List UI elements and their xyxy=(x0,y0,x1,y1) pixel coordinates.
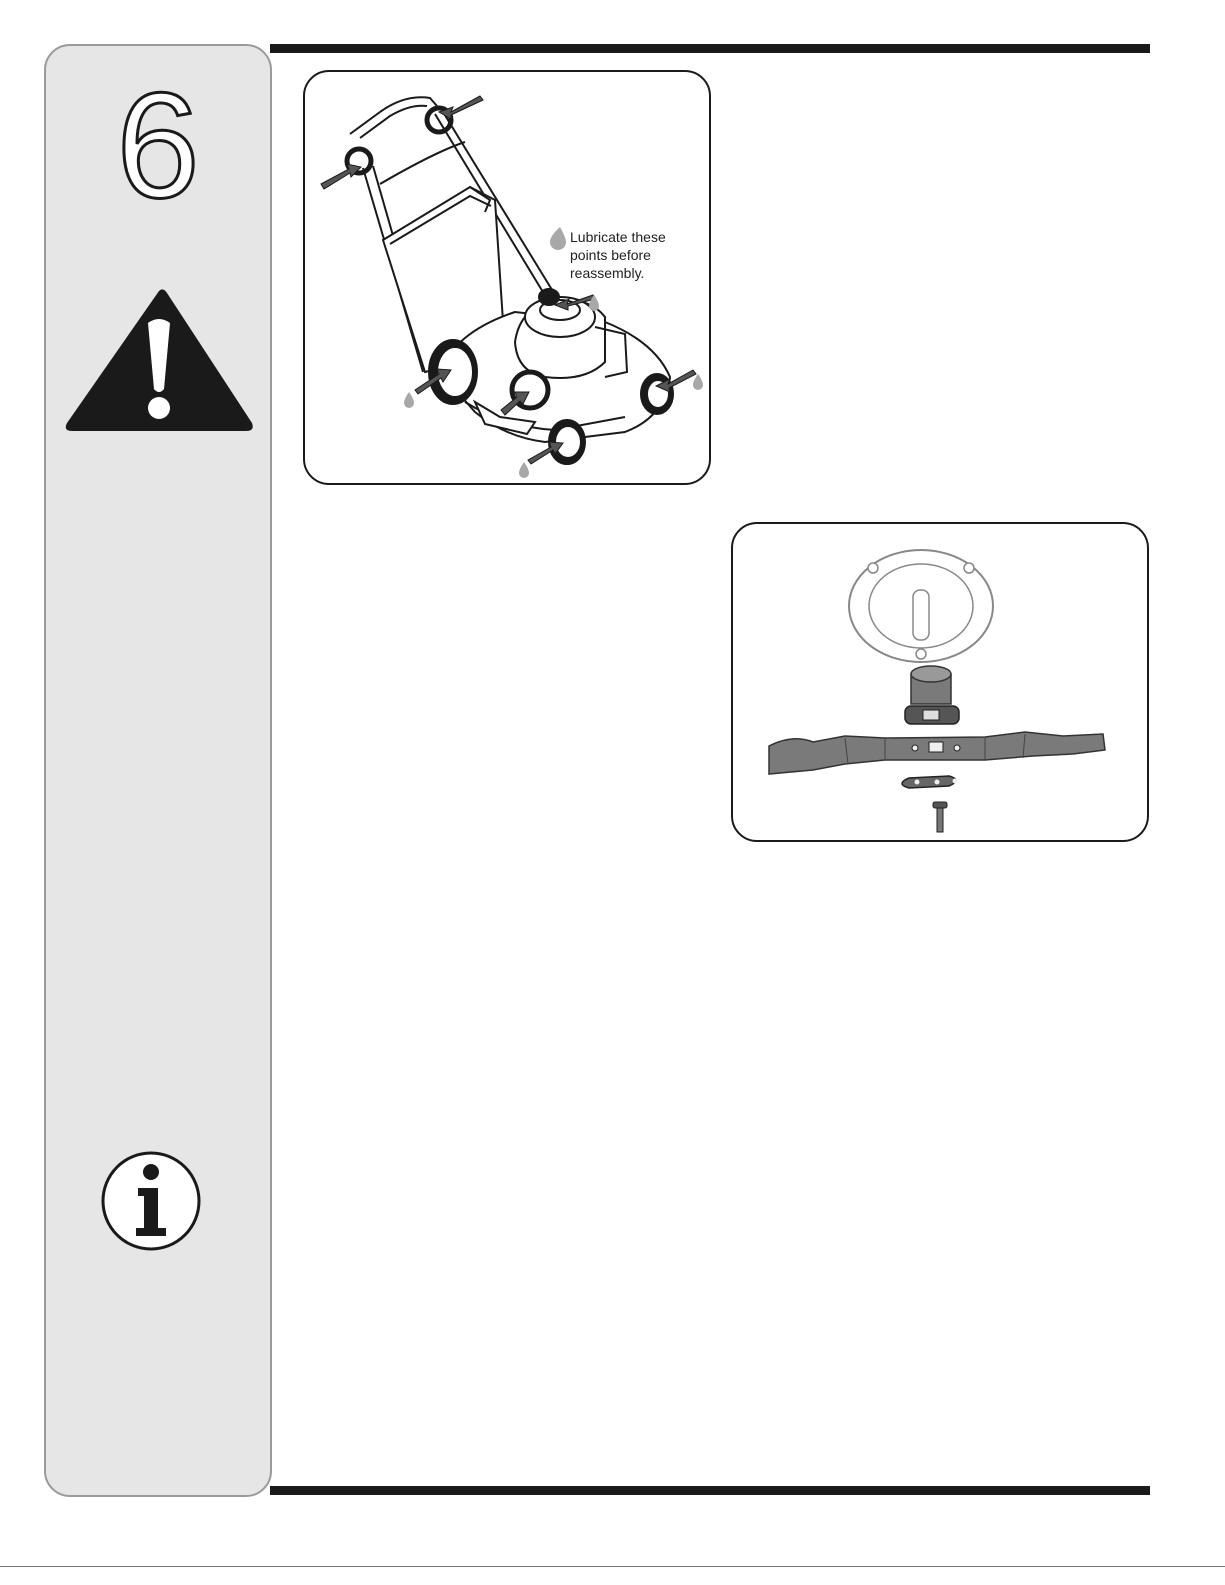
info-icon xyxy=(100,1150,202,1252)
top-rule xyxy=(270,44,1150,53)
warning-triangle-icon xyxy=(62,285,256,435)
sidebar xyxy=(44,44,272,1497)
bottom-rule xyxy=(270,1486,1150,1495)
mower-lubrication-figure xyxy=(303,70,711,485)
note-line: points before xyxy=(570,247,651,263)
lubrication-note xyxy=(570,228,690,282)
blade-assembly-figure xyxy=(731,522,1149,842)
note-line: reassembly. xyxy=(570,265,645,281)
oil-drop-icon xyxy=(549,226,567,250)
blade-assembly-illustration xyxy=(733,524,1147,840)
chapter-number: 6 xyxy=(116,61,200,229)
note-line: Lubricate these xyxy=(570,229,666,245)
page-edge-line xyxy=(0,1566,1225,1567)
